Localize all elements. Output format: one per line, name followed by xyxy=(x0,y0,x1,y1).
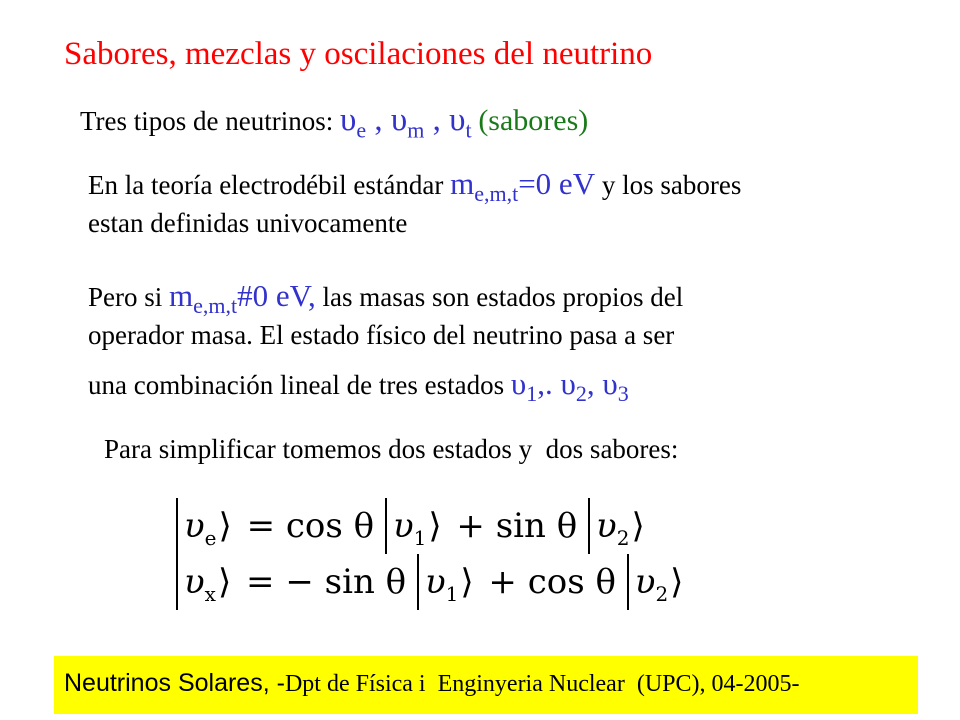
ket-nu-2 xyxy=(627,554,688,610)
separator: , xyxy=(366,102,391,138)
standard-text-2: y los sabores xyxy=(601,170,742,200)
mass-states xyxy=(510,366,629,407)
ket-nu-2 xyxy=(588,498,649,554)
formula-term: + sin θ xyxy=(445,506,578,546)
flavor-m: m xyxy=(407,117,425,143)
formula-term: = cos θ xyxy=(235,506,375,546)
massive-line2: operador masa. El estado físico del neutrino pasa a ser xyxy=(88,320,675,350)
formula-term: + cos θ xyxy=(477,562,616,602)
ket-nu-x xyxy=(176,554,235,610)
formula-row-x xyxy=(176,554,687,610)
formula-term: = − sin θ xyxy=(235,562,407,602)
ket-symbol: υ xyxy=(184,506,205,546)
formula-row-electron xyxy=(176,498,687,554)
massive-text: Pero si xyxy=(88,282,163,312)
flavor-list xyxy=(340,102,472,143)
ket-symbol: υ xyxy=(424,562,446,602)
massive-text-2: las masas son estados propios del xyxy=(322,282,684,312)
mass-nonzero xyxy=(169,278,316,319)
ket-sub: 2 xyxy=(616,525,630,550)
ket-symbol: υ xyxy=(392,506,414,546)
separator: , xyxy=(424,102,450,138)
nu-symbol: υ xyxy=(602,366,618,401)
nu-symbol: υ xyxy=(449,102,466,138)
slide-title: Sabores, mezclas y oscilaciones del neutrino xyxy=(64,36,653,72)
mass-zero xyxy=(450,166,596,207)
standard-theory-line1 xyxy=(88,166,742,207)
mixing-formula xyxy=(176,498,687,610)
ket-sub: x xyxy=(204,581,216,606)
ket-sub: 1 xyxy=(413,525,427,550)
ket-nu-1 xyxy=(417,554,478,610)
flavor-e: e xyxy=(356,117,367,143)
massive-line3 xyxy=(88,366,629,407)
mass-sub: e,m,t xyxy=(474,181,519,207)
ket-sub: 1 xyxy=(445,581,459,606)
sabores-label: (sabores) xyxy=(478,104,589,137)
mass-sub: e,m,t xyxy=(193,293,238,319)
massive-line1 xyxy=(88,278,684,319)
nu-symbol: υ xyxy=(390,102,408,138)
mass-value: =0 eV xyxy=(518,166,596,201)
footer-banner xyxy=(54,656,918,714)
ket-sub: e xyxy=(204,525,217,550)
nu-symbol: υ xyxy=(560,366,576,401)
footer-course: Neutrinos Solares, - xyxy=(64,669,285,697)
ket-nu-1 xyxy=(385,498,446,554)
massive-text-3: una combinación lineal de tres estados xyxy=(88,370,505,400)
types-label: Tres tipos de neutrinos: xyxy=(80,106,334,136)
nu-symbol: υ xyxy=(510,366,527,401)
footer-department: Dpt de Física i Enginyeria Nuclear (UPC), 04-2005- xyxy=(284,671,800,697)
ket-symbol: υ xyxy=(184,562,205,602)
neutrino-types-line xyxy=(80,102,589,143)
flavor-t: t xyxy=(465,117,472,143)
ket-symbol: υ xyxy=(634,562,656,602)
mass-value: #0 eV, xyxy=(237,278,316,313)
ket-nu-e xyxy=(176,498,236,554)
ket-symbol: υ xyxy=(596,506,617,546)
state-1: 1 xyxy=(526,381,538,407)
simplify-line: Para simplificar tomemos dos estados y dos sabores: xyxy=(104,434,679,464)
separator: ,. xyxy=(537,366,561,401)
separator: , xyxy=(586,366,603,401)
mass-symbol: m xyxy=(169,278,194,313)
nu-symbol: υ xyxy=(340,102,357,138)
state-3: 3 xyxy=(617,381,629,407)
standard-text: En la teoría electrodébil estándar xyxy=(88,170,444,200)
ket-sub: 2 xyxy=(655,581,669,606)
state-2: 2 xyxy=(575,381,587,407)
footer-text xyxy=(64,668,799,698)
standard-theory-line2: estan definidas univocamente xyxy=(88,208,408,238)
mass-symbol: m xyxy=(450,166,475,201)
